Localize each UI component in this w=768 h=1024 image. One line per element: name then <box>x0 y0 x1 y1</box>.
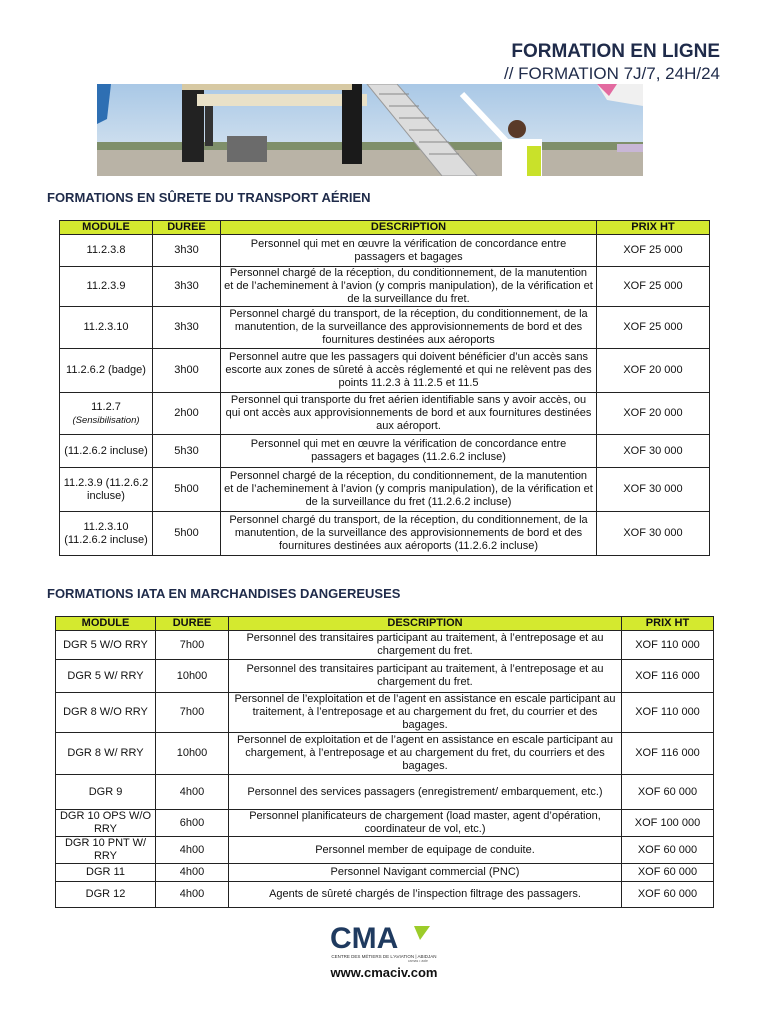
prix-cell: XOF 25 000 <box>597 235 710 267</box>
table-row <box>56 693 714 733</box>
duree-cell: 10h00 <box>156 733 229 775</box>
page-subtitle: // FORMATION 7J/7, 24H/24 <box>503 64 720 83</box>
description-cell: Personnel des transitaires participant au traitement, à l’entreposage et au chargement du fret. <box>229 631 622 660</box>
table-row <box>60 435 710 468</box>
table-row <box>60 267 710 307</box>
prix-cell: XOF 60 000 <box>622 882 714 908</box>
cma-logo <box>0 918 768 967</box>
description-cell: Personnel qui met en œuvre la vérification de concordance entre passagers et bagages (11.2.6.2 incluse) <box>221 435 597 468</box>
prix-cell: XOF 30 000 <box>597 435 710 468</box>
cma-logo-mark <box>324 918 444 962</box>
duree-cell: 3h30 <box>153 235 221 267</box>
prix-cell: XOF 25 000 <box>597 307 710 349</box>
module-cell <box>60 393 153 435</box>
module-cell: DGR 5 W/ RRY <box>56 660 156 693</box>
description-cell: Personnel de exploitation et de l’agent en assistance en escale participant au chargement, à l’entreposage et au chargement du fret, du courriers et des bagages. <box>229 733 622 775</box>
column-header-duree: DUREE <box>156 617 229 631</box>
prix-cell: XOF 116 000 <box>622 660 714 693</box>
module-cell: 11.2.3.9 (11.2.6.2 incluse) <box>60 468 153 512</box>
description-cell: Personnel autre que les passagers qui doivent bénéficier d’un accès sans escorte aux zones de sûreté à accès réglementé et qui ne relèvent pas des points 11.2.3 à 11.2.5 et 11.5 <box>221 349 597 393</box>
page-header <box>504 40 720 84</box>
logo-text: CMA <box>330 922 399 955</box>
table-row <box>56 775 714 810</box>
prix-cell: XOF 60 000 <box>622 864 714 882</box>
description-cell: Personnel qui transporte du fret aérien identifiable sans y avoir accès, ou qui ont accès aux approvisionnements de bord et aux fournitures destinées aux aéroport. <box>221 393 597 435</box>
module-label: 11.2.7 <box>91 400 121 413</box>
module-cell: 11.2.3.9 <box>60 267 153 307</box>
description-cell: Personnel chargé de la réception, du conditionnement, de la manutention et de l’acheminement à l’avion (y compris manipulation), de la vérification et de la surveillance du fret (11.2.6.2 incluse) <box>221 468 597 512</box>
prix-cell: XOF 30 000 <box>597 512 710 556</box>
module-cell: DGR 10 PNT W/ RRY <box>56 837 156 864</box>
table-row <box>56 660 714 693</box>
description-cell: Personnel planificateurs de chargement (load master, agent d’opération, coordinateur de vol, etc.) <box>229 810 622 837</box>
module-cell: (11.2.6.2 incluse) <box>60 435 153 468</box>
description-cell: Personnel qui met en œuvre la vérification de concordance entre passagers et bagages <box>221 235 597 267</box>
duree-cell: 4h00 <box>156 837 229 864</box>
module-cell: DGR 10 OPS W/O RRY <box>56 810 156 837</box>
column-header-description: DESCRIPTION <box>221 221 597 235</box>
duree-cell: 7h00 <box>156 631 229 660</box>
duree-cell: 3h30 <box>153 267 221 307</box>
module-cell: DGR 11 <box>56 864 156 882</box>
column-header-description: DESCRIPTION <box>229 617 622 631</box>
duree-cell: 3h30 <box>153 307 221 349</box>
table-row <box>56 733 714 775</box>
module-cell: 11.2.3.8 <box>60 235 153 267</box>
module-cell: DGR 12 <box>56 882 156 908</box>
table-row <box>56 864 714 882</box>
prix-cell: XOF 100 000 <box>622 810 714 837</box>
column-header-prix: PRIX HT <box>597 221 710 235</box>
description-cell: Personnel chargé de la réception, du conditionnement, de la manutention et de l’acheminement à l’avion (y compris manipulation), de la vérification et de la surveillance du fret. <box>221 267 597 307</box>
module-cell: DGR 8 W/ RRY <box>56 733 156 775</box>
banner-photo <box>97 84 643 176</box>
airport-scene-illustration <box>97 84 643 176</box>
duree-cell: 5h00 <box>153 468 221 512</box>
page-title: FORMATION EN LIGNE <box>511 41 720 62</box>
table-row <box>60 393 710 435</box>
section-title-iata: FORMATIONS IATA EN MARCHANDISES DANGEREUSES <box>47 586 401 601</box>
website-link[interactable]: www.cmaciv.com <box>330 965 438 980</box>
logo-small-text: camas • agle <box>407 959 428 962</box>
table-row <box>60 349 710 393</box>
duree-cell: 3h00 <box>153 349 221 393</box>
prix-cell: XOF 20 000 <box>597 393 710 435</box>
iata-table <box>55 616 714 908</box>
table-row <box>56 882 714 908</box>
column-header-duree: DUREE <box>153 221 221 235</box>
prix-cell: XOF 60 000 <box>622 837 714 864</box>
column-header-module: MODULE <box>56 617 156 631</box>
prix-cell: XOF 20 000 <box>597 349 710 393</box>
prix-cell: XOF 110 000 <box>622 693 714 733</box>
logo-tagline: CENTRE DES MÉTIERS DE L'AVIATION | ABIDJAN <box>331 954 437 959</box>
prix-cell: XOF 30 000 <box>597 468 710 512</box>
description-cell: Personnel chargé du transport, de la réception, du conditionnement, de la manutention, de la surveillance des approvisionnements de bord et des fournitures destinées aux aéroports <box>221 307 597 349</box>
description-cell: Personnel chargé du transport, de la réception, du conditionnement, de la manutention, de la surveillance des approvisionnements de bord et des fournitures destinées aux aéroports (11.2.6.2 incluse) <box>221 512 597 556</box>
description-cell: Personnel des transitaires participant au traitement, à l’entreposage et au chargement du fret. <box>229 660 622 693</box>
description-cell: Personnel member de equipage de conduite. <box>229 837 622 864</box>
duree-cell: 4h00 <box>156 882 229 908</box>
section-title-surete: FORMATIONS EN SÛRETE DU TRANSPORT AÉRIEN <box>47 190 371 205</box>
prix-cell: XOF 116 000 <box>622 733 714 775</box>
description-cell: Agents de sûreté chargés de l’inspection filtrage des passagers. <box>229 882 622 908</box>
description-cell: Personnel des services passagers (enregistrement/ embarquement, etc.) <box>229 775 622 810</box>
table-header-row <box>56 617 714 631</box>
prix-cell: XOF 25 000 <box>597 267 710 307</box>
prix-cell: XOF 110 000 <box>622 631 714 660</box>
module-cell: DGR 8 W/O RRY <box>56 693 156 733</box>
duree-cell: 7h00 <box>156 693 229 733</box>
prix-cell: XOF 60 000 <box>622 775 714 810</box>
description-cell: Personnel Navigant commercial (PNC) <box>229 864 622 882</box>
column-header-module: MODULE <box>60 221 153 235</box>
table-row <box>60 235 710 267</box>
module-cell: 11.2.3.10 (11.2.6.2 incluse) <box>60 512 153 556</box>
duree-cell: 5h30 <box>153 435 221 468</box>
module-cell: 11.2.6.2 (badge) <box>60 349 153 393</box>
module-cell: DGR 5 W/O RRY <box>56 631 156 660</box>
module-sublabel: (Sensibilisation) <box>72 414 140 426</box>
duree-cell: 10h00 <box>156 660 229 693</box>
duree-cell: 5h00 <box>153 512 221 556</box>
table-row <box>60 512 710 556</box>
table-row <box>60 307 710 349</box>
duree-cell: 6h00 <box>156 810 229 837</box>
table-row <box>56 631 714 660</box>
table-row <box>56 810 714 837</box>
table-row <box>56 837 714 864</box>
table-header-row <box>60 221 710 235</box>
column-header-prix: PRIX HT <box>622 617 714 631</box>
module-cell: DGR 9 <box>56 775 156 810</box>
duree-cell: 2h00 <box>153 393 221 435</box>
duree-cell: 4h00 <box>156 775 229 810</box>
table-row <box>60 468 710 512</box>
module-cell: 11.2.3.10 <box>60 307 153 349</box>
surete-table <box>59 220 710 556</box>
duree-cell: 4h00 <box>156 864 229 882</box>
description-cell: Personnel de l’exploitation et de l’agent en assistance en escale participant au traitement, à l’entreposage et au chargement du fret, du courrier et des bagages. <box>229 693 622 733</box>
